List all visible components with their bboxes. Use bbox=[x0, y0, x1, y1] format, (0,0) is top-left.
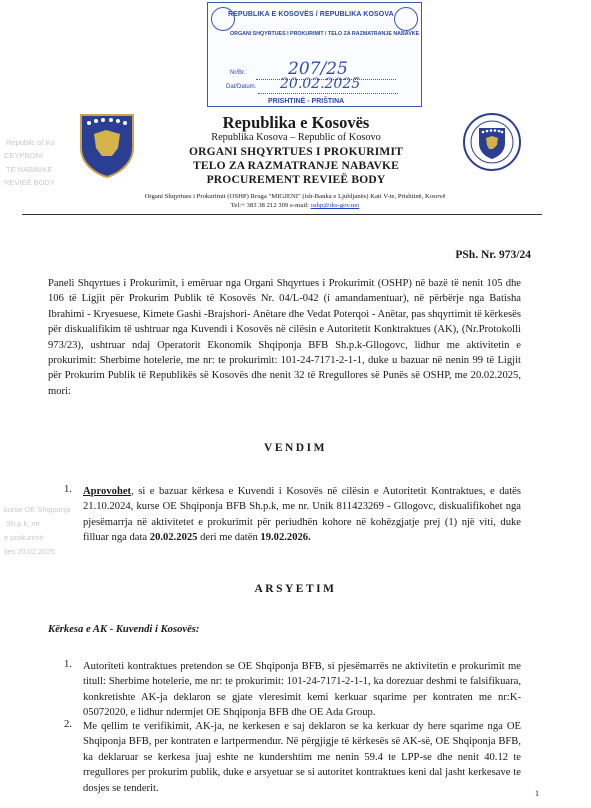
arsyetim-heading: ARSYETIM bbox=[254, 583, 337, 595]
header-line-2: ORGANI SHQYRTUES I PROKURIMIT bbox=[188, 146, 404, 158]
show-through-text: TE NABAVKE bbox=[6, 165, 53, 174]
show-through-text: kurse OE Shqiponja bbox=[4, 505, 71, 514]
arsyetim-item-text: Me qellim te verifikimit, AK-ja, ne kerkesen e saj deklaron se ka kerkuar dy here sqarime nga OE Shqiponja BFB, per kontraten e lartpermendur. Në përgjigje të kërkesës së AK-së, OE Shqiponja BFB, ka deklaruar se kerkesa juaj eshte ne kundershtim me nenin 59.4 te LPP-se dhe nenit 40.12 te rregullores per prokurim publik, duke e arsyetuar se si autoritet kontraktues keni dal jasht kerkesave te dosjes se tenderit. bbox=[83, 721, 521, 794]
registry-stamp bbox=[207, 2, 422, 107]
arsyetim-item-text: Autoriteti kontraktues pretendon se OE Shqiponja BFB, si pjesëmarrës ne aktivitetin e prokurimit me titull: Sherbime hotelerie, me nr: te prokurimit: 101-24-7171-2-1-1, ka dorezuar deshmi te falsifikuara, konkretishte AK-ja deklaron se gjate vleresimit kemi kerkuar sqarime per kontraten me nr:K-05072020, e lidhur ndermjet OE Shqiponja BFB dhe OE Ada Group. bbox=[83, 661, 521, 719]
arsyetim-subheading: Kërkesa e AK - Kuvendi i Kosovës: bbox=[48, 624, 200, 635]
header-line-1: Republika Kosova – Republic of Kosovo bbox=[211, 132, 381, 143]
email-link[interactable]: oshp@rks-gov.net bbox=[310, 202, 360, 209]
intro-paragraph: Paneli Shqyrtues i Prokurimit, i emëruar nga Organi Shqyrtues i Prokurimit (OSHP) në bazë të nenit 105 dhe 106 të Ligjit për Prokurim Publik të Kosovës Nr. 04/L-042 (i amandamentuar), në përbërje nga Batisha Ibrahimi - Kryesuese, Kimete Gashi -Brajshori- Anëtare dhe Vedat Poterqoi - Anëtar, pas shqyrtimit të kërkesës për diskualifikim të ushtruar nga Kuvendi i Kosovës në cilësin e Autoritetit Konktraktues (AK), (Nr.Protokolli 973/23), ushtruar ndaj Operatorit Ekonomik Shqiponja BFB Sh.p.k-Gllogovc, lidhur me aktivitetin e prokurimit: Sherbime hotelerie, me nr: te prokurimit: 101-24-7171-2-1-1, duke u bazuar në nenin 99 të Ligjit për Prokurim Publik të Republikës së Kosovës dhe nenit 32 të Rregullores së Punës së OSHP, me 20.02.2025, mori: bbox=[48, 278, 521, 397]
header-line-4: PROCUREMENT REVIEË BODY bbox=[206, 174, 386, 186]
vendim-keyword: Aprovohet bbox=[83, 486, 132, 497]
arsyetim-item-number: 1. bbox=[64, 659, 72, 670]
stamp-nr-value: 207/25 bbox=[288, 59, 348, 79]
stamp-line-1: REPUBLIKA E KOSOVËS / REPUBLIKA KOSOVA bbox=[228, 11, 394, 18]
stamp-nr-label: Nr/Br. bbox=[230, 70, 246, 76]
osp-logo-right-icon bbox=[462, 112, 522, 172]
vendim-heading: VENDIM bbox=[264, 442, 327, 454]
header-line-3: TELO ZA RAZMATRANJE NABAVKE bbox=[193, 160, 399, 172]
show-through-text: Sh.p.k, ne bbox=[6, 519, 40, 528]
header-title: Republika e Kosovës bbox=[222, 113, 370, 132]
header-contact: Tel:+ 383 38 212 309 e-mail: oshp@rks-gov.net bbox=[230, 202, 360, 209]
stamp-line-2: ORGANI SHQYRTUES I PROKURIMIT / TELO ZA RAZMATRANJE NABAVKE bbox=[230, 31, 420, 37]
show-through-text: Republic of Ko bbox=[6, 138, 55, 147]
stamp-seal-right-icon bbox=[394, 7, 418, 31]
kosovo-coat-of-arms-left-icon bbox=[78, 112, 136, 178]
show-through-text: ljes 20.02.2025 bbox=[4, 547, 55, 556]
header-divider bbox=[22, 214, 542, 215]
date-to: 19.02.2026. bbox=[260, 532, 311, 544]
document-number: PSh. Nr. 973/24 bbox=[455, 249, 531, 261]
show-through-text: REVIEË BODY bbox=[4, 178, 55, 187]
stamp-date-value: 20.02.2025 bbox=[280, 76, 361, 92]
vendim-item-text: Aprovohet, si e bazuar kërkesa e Kuvendi i Kosovës në cilësin e Autoritetit Kontraktues, e datës 21.10.2024, kurse OE Shqiponja BFB Sh.p.k, me nr. Unik 811423269 - Gllogovc, diskualifikohet nga pjesëmarrja në aktivitetet e prokurimit për periudhën kohore në kohëzgjatje prej (1) një viti, duke filluar nga data 20.02.2025 deri me datën 19.02.2026. bbox=[83, 486, 521, 544]
header-address: Organi Shqyrtues i Prokurimit (OSHP) Rruga "MIGJENI" (ish-Banka e Ljubljanës) Kati V-te, Prishtinë, Kosovë bbox=[144, 193, 446, 200]
stamp-date-label: Dat/Datum. bbox=[226, 84, 257, 90]
vendim-item-number: 1. bbox=[64, 484, 72, 495]
arsyetim-item-number: 2. bbox=[64, 719, 72, 730]
stamp-city: PRISHTINË - PRIŠTINA bbox=[268, 98, 345, 105]
show-through-text: e prokurimit bbox=[4, 533, 44, 542]
show-through-text: CEYPRONI bbox=[4, 151, 44, 160]
page-number: 1 bbox=[535, 789, 539, 798]
date-from: 20.02.2025 bbox=[149, 532, 198, 544]
